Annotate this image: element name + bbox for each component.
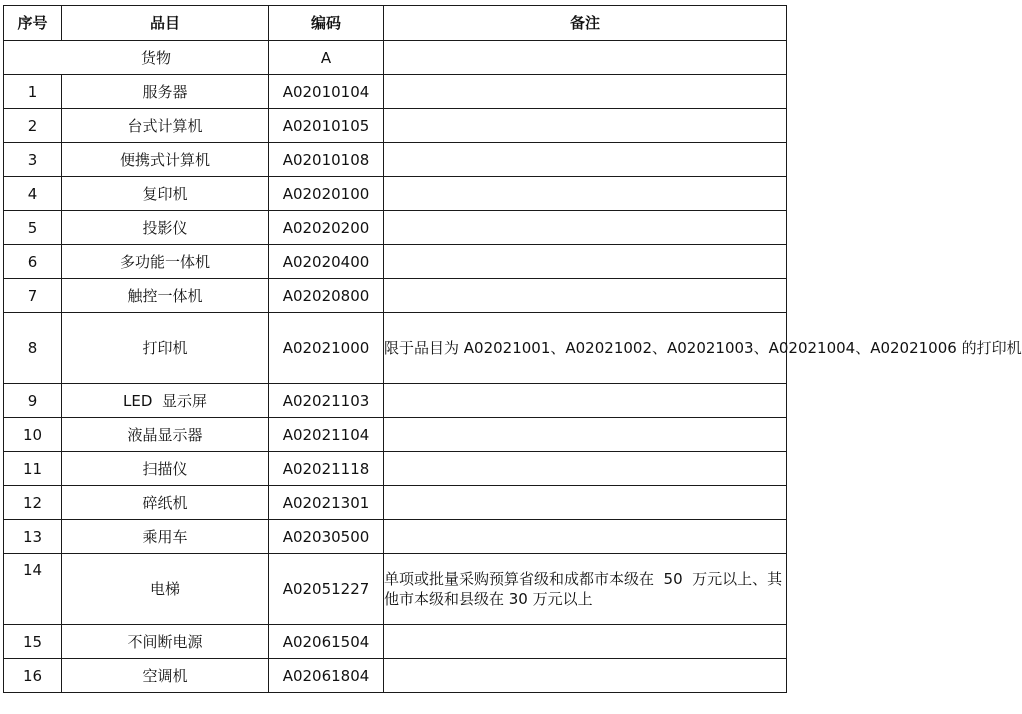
row-item: 液晶显示器	[62, 418, 269, 452]
row-code: A02010105	[269, 109, 384, 143]
row-index: 16	[4, 659, 62, 693]
row-index: 6	[4, 245, 62, 279]
row-item: 投影仪	[62, 211, 269, 245]
row-note	[384, 245, 787, 279]
row-item: 台式计算机	[62, 109, 269, 143]
row-code: A02020800	[269, 279, 384, 313]
table-row	[4, 520, 787, 554]
row-code: A02021118	[269, 452, 384, 486]
table-row	[4, 313, 787, 384]
row-note	[384, 625, 787, 659]
row-index: 2	[4, 109, 62, 143]
row-code: A02030500	[269, 520, 384, 554]
row-note	[384, 418, 787, 452]
row-note	[384, 659, 787, 693]
header-row	[4, 6, 787, 41]
row-index: 10	[4, 418, 62, 452]
row-index: 1	[4, 75, 62, 109]
row-index: 15	[4, 625, 62, 659]
table-row	[4, 177, 787, 211]
row-item: 复印机	[62, 177, 269, 211]
row-note: 单项或批量采购预算省级和成都市本级在 50 万元以上、其他市本级和县级在 30 万元以上	[384, 554, 787, 625]
row-item: 触控一体机	[62, 279, 269, 313]
row-code: A02021000	[269, 313, 384, 384]
row-note	[384, 109, 787, 143]
row-code: A02021103	[269, 384, 384, 418]
row-code: A02010108	[269, 143, 384, 177]
row-item: 电梯	[62, 554, 269, 625]
category-item: 货物	[4, 41, 269, 75]
row-note: 限于品目为 A02021001、A02021002、A02021003、A02021004、A02021006 的打印机	[384, 313, 787, 384]
row-item: 多功能一体机	[62, 245, 269, 279]
row-item: LED 显示屏	[62, 384, 269, 418]
table-row	[4, 143, 787, 177]
row-item: 不间断电源	[62, 625, 269, 659]
row-code: A02020400	[269, 245, 384, 279]
row-item: 乘用车	[62, 520, 269, 554]
row-code: A02010104	[269, 75, 384, 109]
row-note	[384, 177, 787, 211]
row-index: 14	[4, 554, 62, 625]
table-row	[4, 554, 787, 625]
row-index: 13	[4, 520, 62, 554]
row-item: 空调机	[62, 659, 269, 693]
row-item: 服务器	[62, 75, 269, 109]
category-row	[4, 41, 787, 75]
row-item: 碎纸机	[62, 486, 269, 520]
row-item: 便携式计算机	[62, 143, 269, 177]
table-row	[4, 418, 787, 452]
row-index: 8	[4, 313, 62, 384]
table-row	[4, 245, 787, 279]
row-index: 12	[4, 486, 62, 520]
row-index: 7	[4, 279, 62, 313]
row-index: 5	[4, 211, 62, 245]
table-row	[4, 659, 787, 693]
procurement-items-table	[3, 5, 1022, 693]
category-note	[384, 41, 787, 75]
table-row	[4, 625, 787, 659]
row-note	[384, 143, 787, 177]
row-note	[384, 211, 787, 245]
row-code: A02021104	[269, 418, 384, 452]
table-row	[4, 75, 787, 109]
row-code: A02061504	[269, 625, 384, 659]
header-code: 编码	[269, 6, 384, 41]
row-note	[384, 486, 787, 520]
table-row	[4, 452, 787, 486]
category-code: A	[269, 41, 384, 75]
row-note	[384, 520, 787, 554]
header-item: 品目	[62, 6, 269, 41]
row-note	[384, 279, 787, 313]
row-item: 扫描仪	[62, 452, 269, 486]
table-row	[4, 384, 787, 418]
header-note: 备注	[384, 6, 787, 41]
table-row	[4, 211, 787, 245]
table-row	[4, 279, 787, 313]
row-code: A02021301	[269, 486, 384, 520]
row-index: 9	[4, 384, 62, 418]
row-code: A02061804	[269, 659, 384, 693]
row-index: 11	[4, 452, 62, 486]
row-index: 4	[4, 177, 62, 211]
table-row	[4, 109, 787, 143]
table-row	[4, 486, 787, 520]
row-index: 3	[4, 143, 62, 177]
header-index: 序号	[4, 6, 62, 41]
row-note	[384, 452, 787, 486]
row-note	[384, 384, 787, 418]
row-note	[384, 75, 787, 109]
row-code: A02051227	[269, 554, 384, 625]
row-code: A02020100	[269, 177, 384, 211]
row-code: A02020200	[269, 211, 384, 245]
row-item: 打印机	[62, 313, 269, 384]
